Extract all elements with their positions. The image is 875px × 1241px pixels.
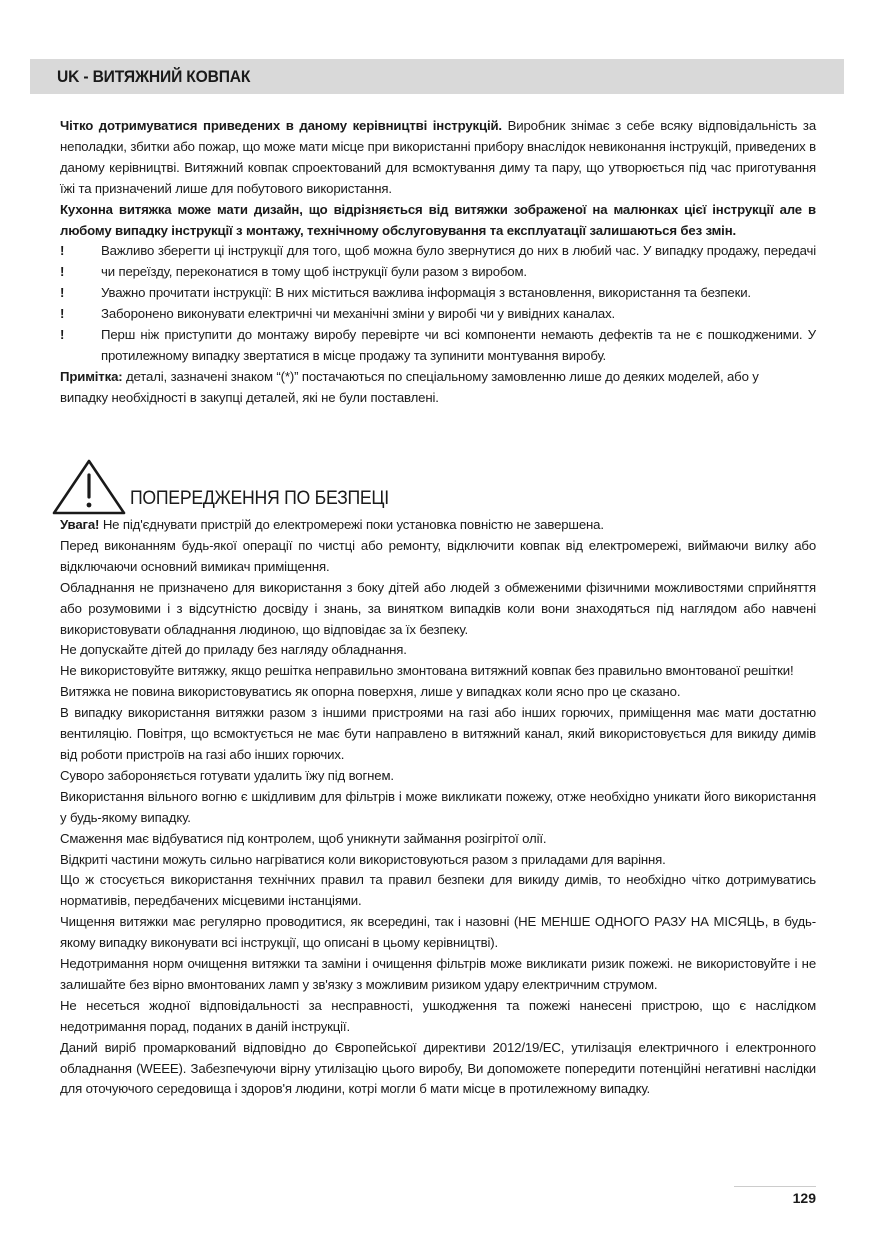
exclamation-icon: ! xyxy=(60,327,65,343)
attention-text: Не під'єднувати пристрій до електромережі поки установка повністю не завершена. xyxy=(102,517,604,532)
safety-paragraph: Витяжка не повина використовуватись як опорна поверхня, лише у випадках коли ясно про це сказано. xyxy=(60,684,681,700)
safety-paragraph: Чищення витяжки має регулярно проводитися, як всередині, так і назовні (НЕ МЕНШЕ ОДНОГО РАЗУ НА МІСЯЦЬ, в будь-якому випадку виконувати всі інструкції, що описані в цьому керівництві). xyxy=(60,914,816,951)
warning-list-text: Перш ніж приступити до монтажу виробу перевірте чи всі компоненти немають дефектів та не є пошкодженими. У протилежному випадку звертатися в місце продажу та зупинити монтування виробу. xyxy=(101,327,816,363)
safety-paragraph: Не допускайте дітей до приладу без нагляду обладнання. xyxy=(60,642,407,658)
safety-paragraph: Використання вільного вогню є шкідливим для фільтрів і може викликати пожежу, отже необхідно уникати його використання у будь-якому випадку. xyxy=(60,788,816,825)
note-text: деталі, зазначені знаком “(*)” постачаються по спеціальному замовленню лише до деяких моделей, або у xyxy=(126,368,759,384)
safety-paragraph: Не використовуйте витяжку, якщо решітка неправильно змонтована витяжний ковпак без правильно вмонтованої решітки! xyxy=(60,663,794,679)
header-bar xyxy=(30,59,844,94)
intro-paragraph-1-text: Виробник знімає з себе всяку відповідальність за неполадки, збитки або пожар, що може мати місце при використанні прибору внаслідок невиконання інструкцій, приведених в даному керівництві. Витяжний ковпак спроектований для всмоктування диму та пару, що утворюється під час приготування їжі та призначений лише для побутового використання. xyxy=(60,118,816,196)
intro-paragraph-1-bold: Чітко дотримуватися приведених в даному керівництві інструкцій. xyxy=(60,118,502,133)
safety-title: ПОПЕРЕДЖЕННЯ ПО БЕЗПЕЦІ xyxy=(130,488,389,509)
note-label: Примітка: xyxy=(60,368,123,384)
safety-heading xyxy=(50,458,810,518)
safety-paragraph: Не несеться жодної відповідальності за несправності, ушкодження та пожежі нанесені пристрою, що є наслідком недотримання порад, поданих в даній інструкції. xyxy=(60,997,816,1034)
safety-paragraph: Даний виріб промаркований відповідно до Європейської директиви 2012/19/ЕС, утилізація електричного і електронного обладнання (WEEE). Забезпечуючи вірну утилізацію цього виробу, Ви допоможете попередити потенційні негативні наслідки для оточуючого середовища і здоров'я людини, котрі могли б мати місце в протилежному випадку. xyxy=(60,1039,816,1097)
footer-divider xyxy=(734,1186,816,1187)
note-paragraph-continued: випадку необхідності в закупці деталей, які не були поставлені. xyxy=(60,389,439,405)
warning-list-item xyxy=(60,325,816,367)
warning-list-text: Важливо зберегти ці інструкції для того, щоб можна було звернутися до них в любий час. У випадку продажу, передачі чи переїзду, переконатися в тому щоб інструкції були разом з виробом. xyxy=(101,243,816,280)
exclamation-icon: ! xyxy=(60,306,65,322)
note-paragraph xyxy=(60,367,816,388)
warning-list xyxy=(60,241,816,366)
exclamation-icon: ! xyxy=(60,264,65,280)
intro-paragraph-2: Кухонна витяжка може мати дизайн, що відрізняється від витяжки зображеної на малюнках цієї інструкції але в любому випадку інструкції з монтажу, технічному обслуговування та експлуатації залишаються без змін. xyxy=(60,201,816,238)
warning-list-text: Уважно прочитати інструкції: В них міститься важлива інформація з встановлення, використання та безпеки. xyxy=(101,285,751,301)
attention-label: Увага! xyxy=(60,517,100,532)
intro-section xyxy=(60,116,816,409)
warning-list-item xyxy=(60,283,816,304)
safety-paragraph: Обладнання не призначено для використання з боку дітей або людей з обмеженими фізичними можливостями сприйняття або розумовими і з відсутністю досвіду і знань, за винятком випадків коли вони знаходяться під наглядом або навчені використовувати обладнання людиною, що відповідає за їх безпеку. xyxy=(60,579,816,637)
safety-paragraph: Відкриті частини можуть сильно нагріватися коли використовуються разом з приладами для варіння. xyxy=(60,851,666,867)
warning-triangle-icon xyxy=(50,458,128,516)
safety-paragraph: В випадку використання витяжки разом з іншими пристроями на газі або інших горючих, приміщення має мати достатню вентиляцію. Повітря, що всмоктується не має бути направлено в витяжний канал, який використовується для викиду димів від роботи пристроїв на газі або інших горючих. xyxy=(60,705,816,762)
safety-paragraph: Суворо забороняється готувати удалить їжу під вогнем. xyxy=(60,767,394,783)
safety-paragraph: Недотримання норм очищення витяжки та заміни і очищення фільтрів може викликати ризик пожежі. не використовуйте і не залишайте без вірно вмонтованих ламп у зв'язку з можливим ризиком удару електричним струмом. xyxy=(60,956,816,992)
warning-list-item xyxy=(60,241,816,283)
exclamation-icon: ! xyxy=(60,243,65,259)
intro-paragraph-1 xyxy=(60,116,816,200)
safety-paragraph: Смаження має відбуватися під контролем, щоб уникнути займання розігрітої олії. xyxy=(60,830,547,846)
safety-paragraph: Що ж стосується використання технічних правил та правил безпеки для викиду димів, то необхідно чітко дотримуватись нормативів, передбачених місцевими інстанціями. xyxy=(60,872,816,909)
safety-paragraph: Перед виконанням будь-якої операції по чистці або ремонту, відключити ковпак від електромережі, виймаючи вилку або відключаючи основний вимикач приміщення. xyxy=(60,537,816,574)
exclamation-icon: ! xyxy=(60,285,65,301)
page-title: UK - ВИТЯЖНИЙ КОВПАК xyxy=(57,66,251,86)
safety-paragraph xyxy=(60,515,816,536)
warning-list-text: Заборонено виконувати електричні чи механічні зміни у виробі чи у вивідних каналах. xyxy=(101,306,616,322)
warning-list-item xyxy=(60,304,816,325)
page-number: 129 xyxy=(792,1190,816,1206)
safety-section xyxy=(60,515,816,1100)
